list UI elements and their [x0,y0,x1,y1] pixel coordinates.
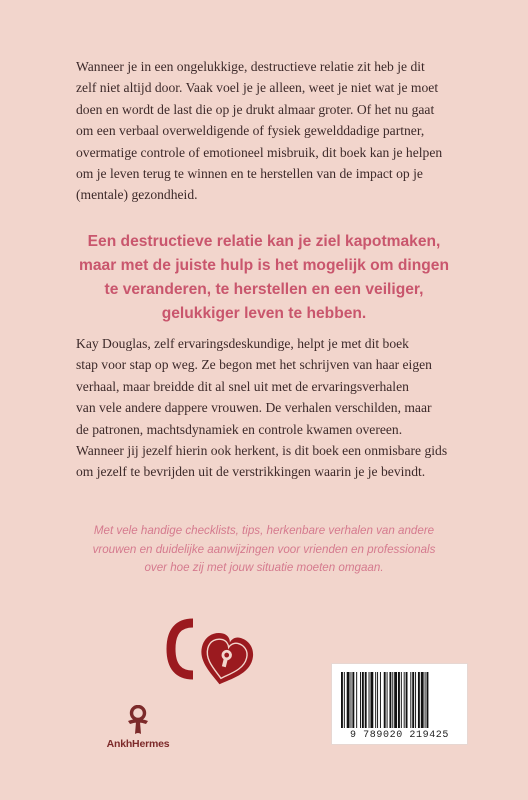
quote-line: te veranderen, te herstellen en een veiliger, [104,281,424,298]
intro-line: om je leven terug te winnen en te herstellen van de impact op je [76,166,423,182]
intro-line: om een verbaal overweldigende of fysiek gewelddadige partner, [76,123,425,139]
author-line: om jezelf te bevrijden uit de verstrikkingen waarin je je bevindt. [76,464,426,480]
author-line: stap voor stap op weg. Ze begon met het schrijven van haar eigen [76,357,432,373]
isbn-number: 9 789020 219425 [349,730,449,741]
intro-line: zelf niet altijd door. Vaak voel je je alleen, weet je niet wat je moet [76,80,439,96]
author-line: Kay Douglas, zelf ervaringsdeskundige, helpt je met dit boek [76,336,409,351]
pull-quote [72,230,456,326]
heart-padlock-icon [163,613,263,693]
quote-line: Een destructieve relatie kan je ziel kapotmaken, [87,233,441,250]
tagline [78,522,450,578]
author-line: verhaal, maar breidde dit al snel uit met de ervaringsverhalen [76,378,409,394]
intro-line: Wanneer je in een ongelukkige, destructieve relatie zit heb je dit [76,59,425,74]
author-line: Wanneer jij jezelf hierin ook herkent, is dit boek een onmisbare gids [76,443,448,459]
publisher-name: AnkhHermes [106,738,170,750]
tagline-line: vrouwen en duidelijke aanwijzingen voor vrienden en professionals [92,542,436,556]
barcode-bars [340,672,460,728]
quote-line: maar met de juiste hulp is het mogelijk om dingen [79,257,449,274]
quote-line: gelukkiger leven te hebben. [161,305,367,322]
tagline-line: Met vele handige checklists, tips, herkenbare verhalen van andere [93,524,435,537]
intro-paragraph [76,56,466,206]
isbn-barcode [331,663,468,745]
publisher-block [103,705,173,765]
intro-line: overmatige controle of emotioneel misbruik, dit boek kan je helpen [76,144,443,160]
ankh-logo-icon [125,705,151,735]
author-paragraph [76,333,466,483]
intro-line: doen en wordt de last die op je drukt almaar groter. Of het nu gaat [76,101,435,117]
tagline-line: over hoe zij met jouw situatie moeten omgaan. [144,561,384,575]
intro-line: (mentale) gezondheid. [76,187,198,203]
author-line: van vele andere dappere vrouwen. De verhalen verschilden, maar [76,400,432,416]
author-line: de patronen, machtsdynamiek en controle kwamen overeen. [76,421,403,437]
